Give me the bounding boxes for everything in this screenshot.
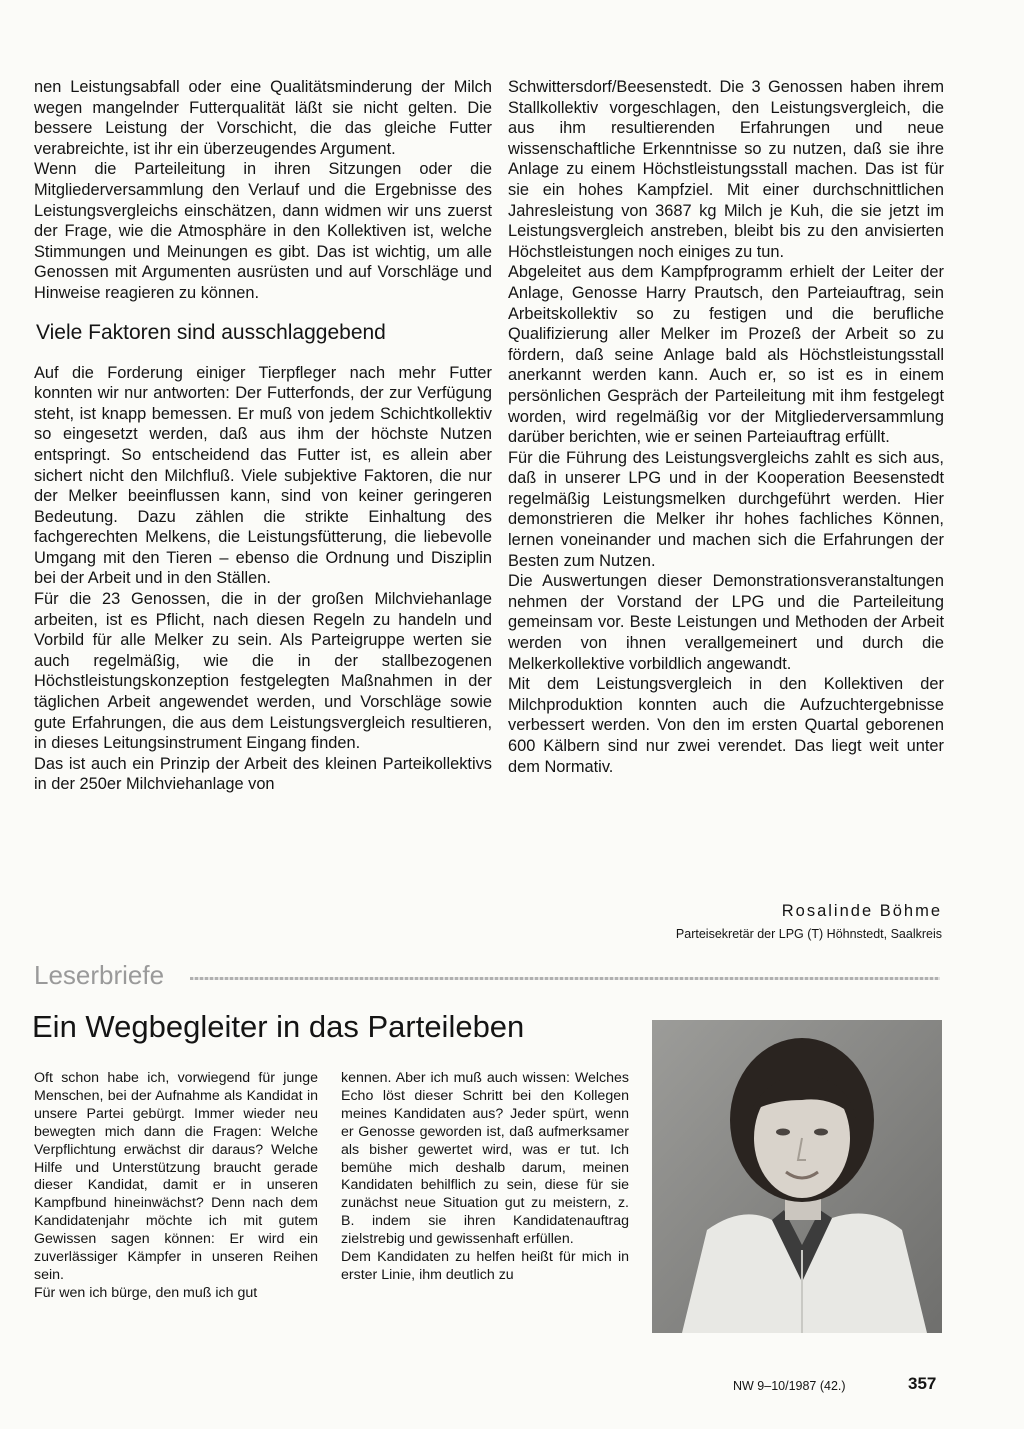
article-column-right bbox=[508, 77, 944, 777]
paragraph: Schwittersdorf/Beesenstedt. Die 3 Genossen haben ihrem Stallkollektiv vorgeschlagen, den Leistungsvergleich, die aus ihm resultierenden Erfahrungen und neue wissenschaftliche Erkenntnisse so zu nutzen, daß sie ihre Anlage zu einem Höchstleistungsstall machen. Das ist für sie ein hohes Kampfziel. Mit einer durchschnittlichen Jahresleistung von 3687 kg Milch je Kuh, die sie jetzt im Leistungsvergleich anstreben, bleibt bis zu den anvisierten Höchstleistungen noch einiges zu tun. bbox=[508, 78, 944, 261]
author-signature bbox=[676, 900, 942, 943]
paragraph: Für die Führung des Leistungsvergleichs zahlt es sich aus, daß in unserer LPG und in der Kooperation Beesenstedt regelmäßig Leistungsmelken durchgeführt werden. Hier demonstrieren die Melker ihr hohes fachliches Können, lernen voneinander und machen sich die Erfahrungen der Besten zum Nutzen. bbox=[508, 448, 944, 570]
page-number: 357 bbox=[908, 1374, 937, 1393]
paragraph: kennen. Aber ich muß auch wissen: Welches Echo löst dieser Schritt bei den Kollegen meines Kandidaten aus? Jeder spürt, wenn er Genosse geworden ist, daß aufmerksamer als bisher gewertet wird, was er tut. Ich bemühe mich deshalb darum, meinen Kandidaten behilflich zu sein, diese für sie zunächst neue Situation gut zu meistern, z. B. indem sie ihren Kandidatenauftrag zielstrebig und gewissenhaft erfüllen. bbox=[341, 1070, 629, 1248]
paragraph: Für die 23 Genossen, die in der großen Milchviehanlage arbeiten, ist es Pflicht, nach diesen Regeln zu handeln und Vorbild für alle Melker zu sein. Als Parteigruppe werten sie auch regelmäßig, wie die in der stallbezogenen Höchstleistungskonzeption festgelegten Maßnahmen in der täglichen Arbeit angewendet werden, und Vorschläge sowie gute Erfahrungen, die aus dem Leistungsvergleich resultieren, in dieses Leitungsinstrument Eingang finden. bbox=[34, 590, 492, 753]
letter-title: Ein Wegbegleiter in das Parteileben bbox=[32, 1009, 525, 1044]
section-divider bbox=[190, 977, 940, 980]
issue-reference: NW 9–10/1987 (42.) bbox=[733, 1379, 846, 1393]
paragraph: Für wen ich bürge, den muß ich gut bbox=[34, 1284, 258, 1301]
section-label: Leserbriefe bbox=[34, 960, 165, 990]
article-subheading: Viele Faktoren sind ausschlaggebend bbox=[36, 320, 386, 344]
paragraph: Die Auswertungen dieser Demonstrationsveranstaltungen nehmen der Vorstand der LPG und die Parteileitung gemeinsam vor. Beste Leistungen und Methoden der Arbeit werden von ihnen verallgemeinert und durch die Melkerkollektive vorbildlich angewandt. bbox=[508, 572, 944, 673]
article-column-left bbox=[34, 77, 492, 795]
paragraph: Dem Kandidaten zu helfen heißt für mich in erster Linie, ihm deutlich zu bbox=[341, 1249, 629, 1283]
portrait-photo bbox=[652, 1020, 942, 1333]
paragraph: Mit dem Leistungsvergleich in den Kollektiven der Milchproduktion konnten auch die Aufzuchtergebnisse verbessert werden. Von den im ersten Quartal geborenen 600 Kälbern sind nur zwei verendet. Das liegt weit unter dem Normativ. bbox=[508, 675, 944, 776]
author-name: Rosalinde Böhme bbox=[781, 902, 942, 920]
paragraph: Wenn die Parteileitung in ihren Sitzungen oder die Mitgliederversammlung den Verlauf und die Ergebnisse des Leistungsvergleichs einschätzen, dann widmen wir uns zuerst der Frage, wie die Atmosphäre in den Kollektiven ist, welche Stimmungen und Meinungen es gibt. Das ist wichtig, um alle Genossen mit Argumenten ausrüsten und auf Vorschläge und Hinweise reagieren zu können. bbox=[34, 160, 492, 302]
author-role: Parteisekretär der LPG (T) Höhnstedt, Saalkreis bbox=[675, 927, 942, 941]
paragraph: Das ist auch ein Prinzip der Arbeit des kleinen Parteikollektivs in der 250er Milchviehanlage von bbox=[34, 754, 492, 794]
letter-column-1 bbox=[34, 1070, 318, 1303]
paragraph: Oft schon habe ich, vorwiegend für junge Menschen, bei der Aufnahme als Kandidat in unsere Partei gebürgt. Immer wieder neu bewegten mich dann die Fragen: Welche Verpflichtung erwächst dir daraus? Welche Hilfe und Unterstützung braucht gerade dieser Kandidat, damit er in unseren Kampfbund hineinwächst? Denn nach dem Kandidatenjahr möchte ich mit gutem Gewissen sagen können: Er wird ein zuverlässiger Kämpfer in unseren Reihen sein. bbox=[34, 1070, 318, 1283]
paragraph: Abgeleitet aus dem Kampfprogramm erhielt der Leiter der Anlage, Genosse Harry Prautsch, den Parteiauftrag, sein Arbeitskollektiv so zu festigen und die berufliche Qualifizierung aller Melker im Prozeß der Arbeit so zu fördern, daß seine Anlage bald als Höchstleistungsstall anerkannt werden kann. Auch er, so ist es in einem persönlichen Gespräch der Parteileitung mit ihm festgelegt worden, wird regelmäßig vor der Mitgliederversammlung darüber berichten, wie er seinen Parteiauftrag erfüllt. bbox=[508, 263, 944, 447]
paragraph: Auf die Forderung einiger Tierpfleger nach mehr Futter konnten wir nur antworten: Der Futterfonds, der zur Verfügung steht, ist knapp bemessen. Er muß von jedem Schichtkollektiv so eingesetzt werden, daß aus ihm der höchste Nutzen entspringt. So entscheidend das Futter ist, es allein aber sichert nicht den Milchfluß. Viele subjektive Faktoren, die nur der Melker beeinflussen kann, sind von keiner geringeren Bedeutung. Dazu zählen die strikte Einhaltung des fachgerechten Melkens, die Leistungsfütterung, die liebevolle Umgang mit den Tieren – ebenso die Ordnung und Disziplin bei der Arbeit und in den Ställen. bbox=[34, 363, 492, 588]
letter-column-2 bbox=[341, 1070, 629, 1285]
paragraph: nen Leistungsabfall oder eine Qualitätsminderung der Milch wegen mangelnder Futterqualität läßt sie nicht gelten. Die bessere Leistung der Vorschicht, die das gleiche Futter verabreichte, ist ihr ein überzeugendes Argument. bbox=[34, 78, 492, 158]
